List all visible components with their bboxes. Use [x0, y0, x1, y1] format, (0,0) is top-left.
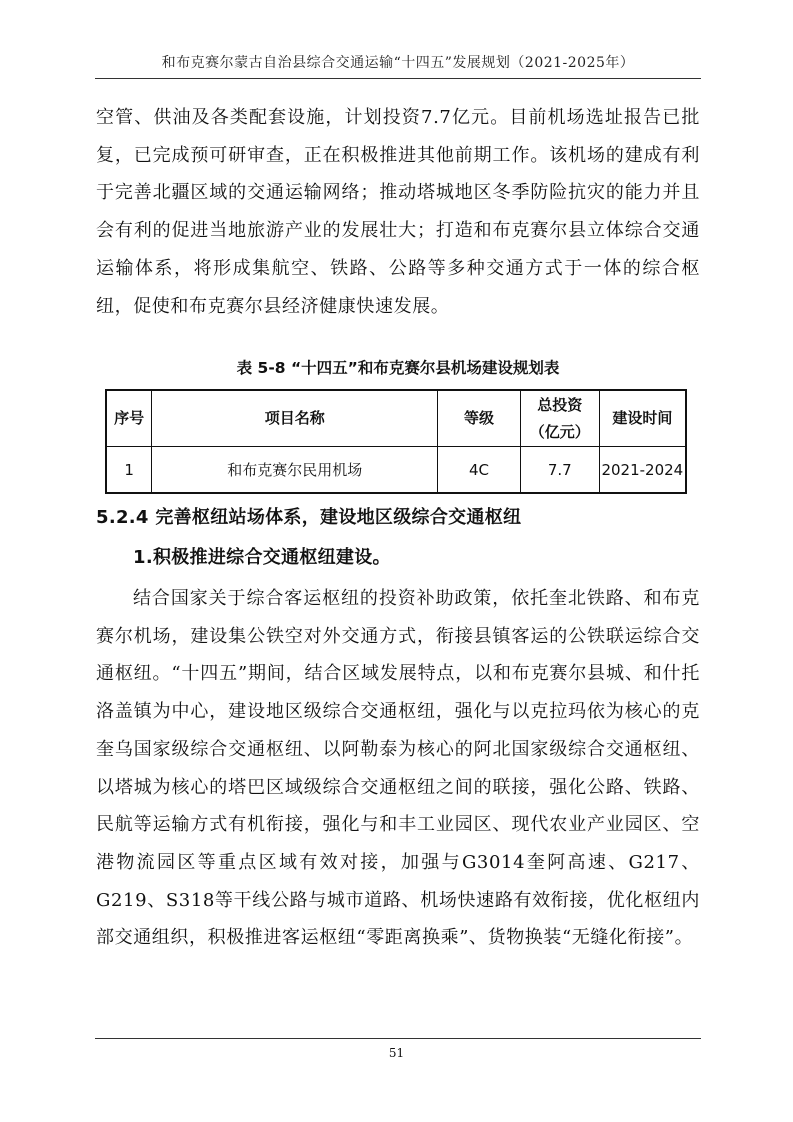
paragraph-airport-plan: 空管、供油及各类配套设施，计划投资7.7亿元。目前机场选址报告已批复，已完成预可研审查，正在积极推进其他前期工作。该机场的建成有利于完善北疆区域的交通运输网络；推动塔城地区冬季防险抗灾的能力并且会有利的促进当地旅游产业的发展壮大；打造和布克赛尔县立体综合交通运输体系，将形成集航空、铁路、公路等多种交通方式于一体的综合枢纽，促使和布克赛尔县经济健康快速发展。: [96, 107, 700, 317]
cell-name: 和布克赛尔民用机场: [152, 447, 438, 494]
cell-no: 1: [106, 447, 152, 494]
subsection-heading: 1.积极推进综合交通枢纽建设。: [133, 547, 391, 568]
col-header-investment-line1: 总投资: [537, 395, 583, 414]
col-header-no: 序号: [106, 390, 152, 447]
cell-grade: 4C: [438, 447, 521, 494]
col-header-grade: 等级: [438, 390, 521, 447]
footer-divider: [95, 1038, 701, 1039]
page-number: 51: [388, 1046, 405, 1060]
col-header-investment: [520, 390, 599, 447]
table-row: [106, 447, 686, 494]
cell-time: 2021-2024: [599, 447, 686, 494]
airport-plan-table: [105, 389, 687, 494]
cell-investment: 7.7: [520, 447, 599, 494]
col-header-name: 项目名称: [152, 390, 438, 447]
section-heading: 5.2.4 完善枢纽站场体系，建设地区级综合交通枢纽: [96, 507, 522, 528]
running-header: 和布克赛尔蒙古自治县综合交通运输“十四五”发展规划（2021-2025年）: [161, 55, 635, 71]
header-divider: [95, 78, 701, 79]
paragraph-hub-construction: 结合国家关于综合客运枢纽的投资补助政策，依托奎北铁路、和布克赛尔机场，建设集公铁空对外交通方式，衔接县镇客运的公铁联运综合交通枢纽。“十四五”期间，结合区域发展特点，以和布克赛尔县城、和什托洛盖镇为中心，建设地区级综合交通枢纽，强化与以克拉玛依为核心的克奎乌国家级综合交通枢纽、以阿勒泰为核心的阿北国家级综合交通枢纽、以塔城为核心的塔巴区域级综合交通枢纽之间的联接，强化公路、铁路、民航等运输方式有机衔接，强化与和丰工业园区、现代农业产业园区、空港物流园区等重点区域有效对接，加强与G3014奎阿高速、G217、G219、S318等干线公路与城市道路、机场快速路有效衔接，优化枢纽内部交通组织，积极推进客运枢纽“零距离换乘”、货物换装“无缝化衔接”。: [96, 588, 700, 949]
col-header-time: 建设时间: [599, 390, 686, 447]
table-header-row: [106, 390, 686, 447]
table-caption: 表 5-8 “十四五”和布克赛尔县机场建设规划表: [236, 359, 560, 377]
col-header-investment-line2: （亿元）: [529, 422, 590, 441]
